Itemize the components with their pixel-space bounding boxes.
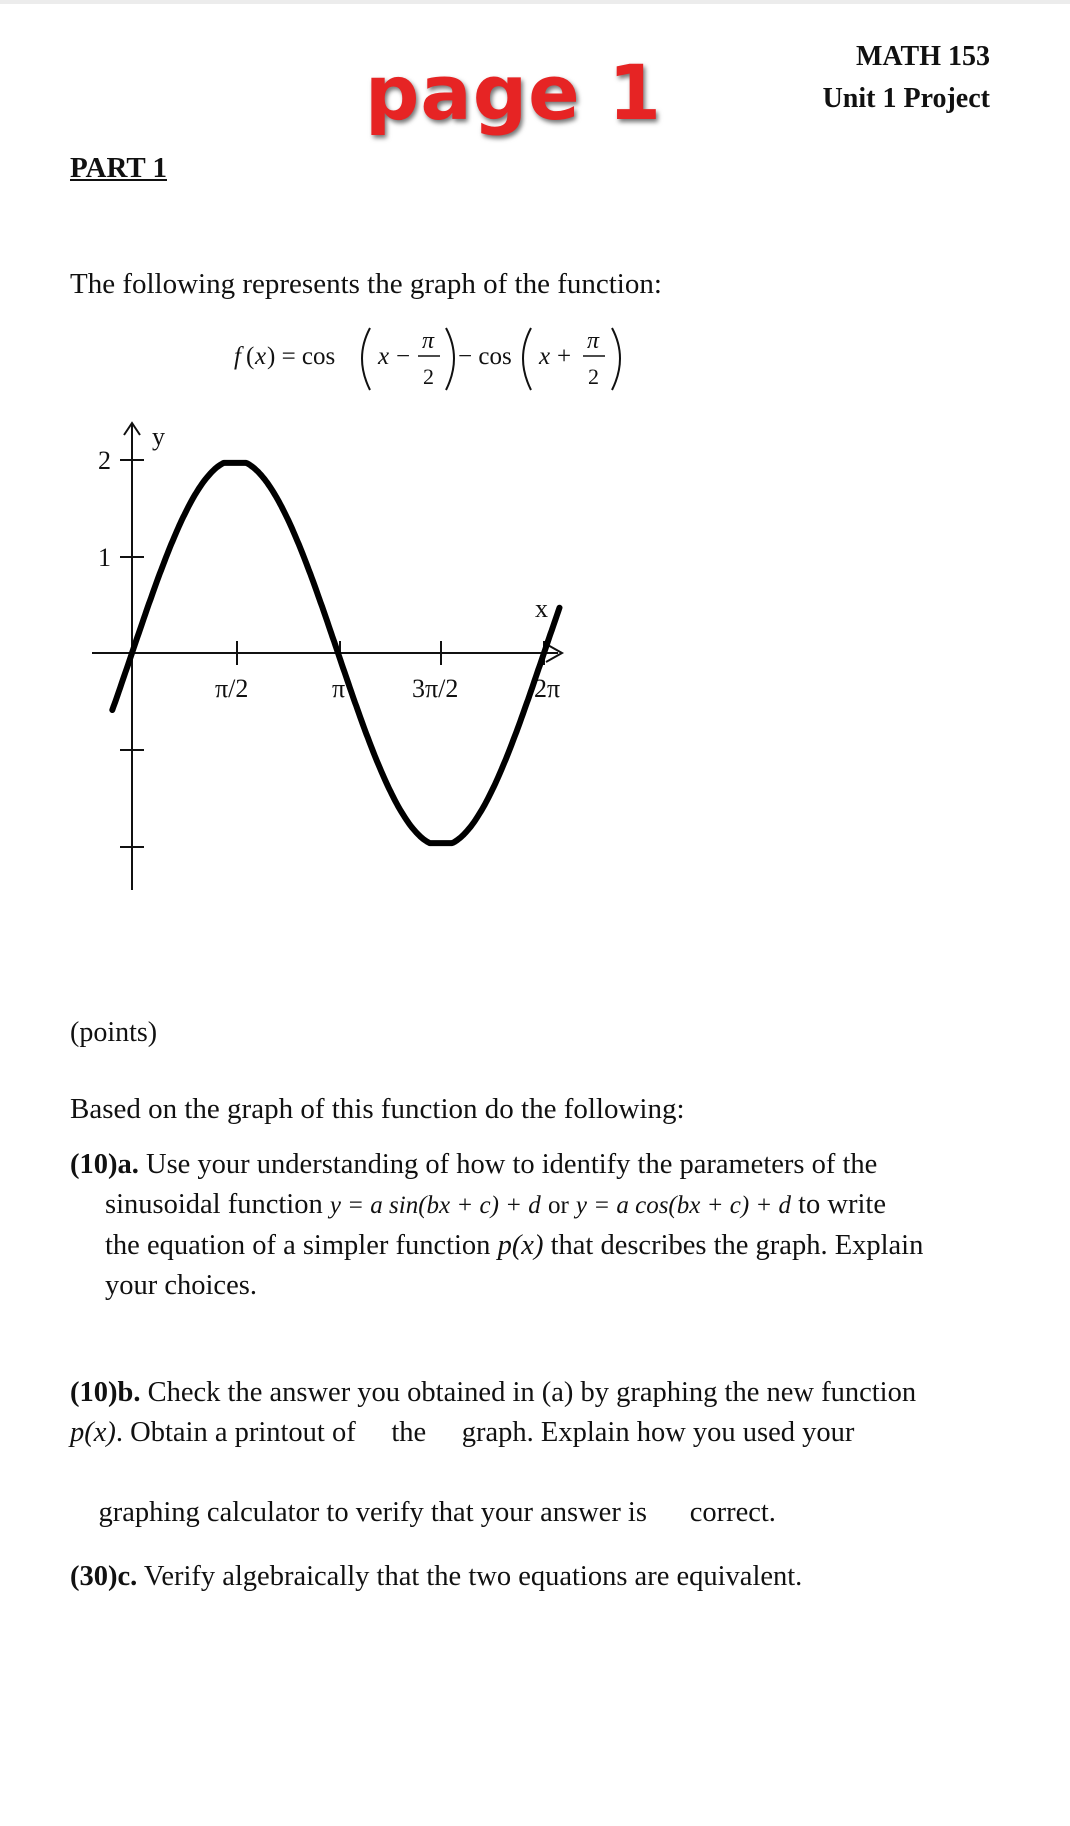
question-a-text-2: sinusoidal function [105,1189,323,1220]
question-a-text-6: your choices. [105,1270,257,1301]
question-c-label: (30)c. [70,1561,138,1592]
page-stamp: page 1 [365,48,662,137]
x-tick-label-pi-half: π/2 [215,674,249,703]
x-axis-label: x [535,594,548,623]
function-formula [234,318,654,405]
question-a-text-5: that describes the graph. Explain [550,1230,924,1261]
function-formula-graphic [234,318,654,398]
question-a-label: (10)a. [70,1149,139,1180]
points-label: (points) [70,1017,158,1048]
svg-text:2: 2 [423,364,434,389]
question-b-text-2: . Obtain a printout of the graph. Explain how you used your [115,1417,855,1448]
svg-text:x: x [539,343,551,370]
question-a-formula-cos: y = a cos(bx + c) + d [575,1192,792,1219]
y-tick-label-2: 2 [98,446,111,475]
question-a-text-3: to write [798,1189,886,1220]
question-b-text-1: Check the answer you obtained in (a) by graphing the new function [147,1377,917,1408]
svg-text:π: π [587,328,600,354]
graph-canvas [60,415,580,905]
svg-text:(: ( [246,343,255,370]
question-a-formula-sin: y = a sin(bx + c) + d [329,1192,541,1219]
svg-text:x: x [255,343,267,370]
prompt-text: Based on the graph of this function do the following: [70,1093,685,1125]
question-a-or: or [547,1192,569,1219]
y-axis-label: y [152,422,165,451]
top-divider [0,0,1070,4]
svg-text:π: π [422,328,435,354]
x-tick-label-pi: π [332,674,346,703]
question-a-text-1: Use your understanding of how to identify the parameters of the [145,1149,878,1180]
y-tick-label-1: 1 [98,543,111,572]
question-a-text-4: the equation of a simpler function [105,1230,491,1261]
part-title: PART 1 [70,152,167,184]
function-graph [60,415,580,905]
question-b-text-3: graphing calculator to verify that your answer is correct. [98,1497,776,1528]
svg-text:− cos: − cos [458,343,512,370]
svg-text:f: f [234,343,241,370]
svg-text:) = cos: ) = cos [267,343,336,370]
course-header [823,36,990,120]
unit-title: Unit 1 Project [822,83,990,114]
course-code: MATH 153 [855,41,990,72]
intro-text: The following represents the graph of the function: [70,268,662,300]
x-tick-label-2pi: 2π [534,674,561,703]
question-b [70,1373,1005,1573]
question-c [70,1561,802,1593]
svg-text:−: − [396,343,411,370]
question-b-label: (10)b. [70,1377,141,1408]
svg-text:x: x [378,343,390,370]
question-a-func-name: p(x) [497,1230,544,1261]
question-c-text-1: Verify algebraically that the two equations are equivalent. [143,1561,803,1592]
question-a [70,1145,1005,1306]
svg-text:2: 2 [588,364,599,389]
x-tick-label-3pi-half: 3π/2 [412,674,459,703]
svg-text:+: + [557,343,572,370]
question-b-func-name: p(x) [70,1417,116,1448]
